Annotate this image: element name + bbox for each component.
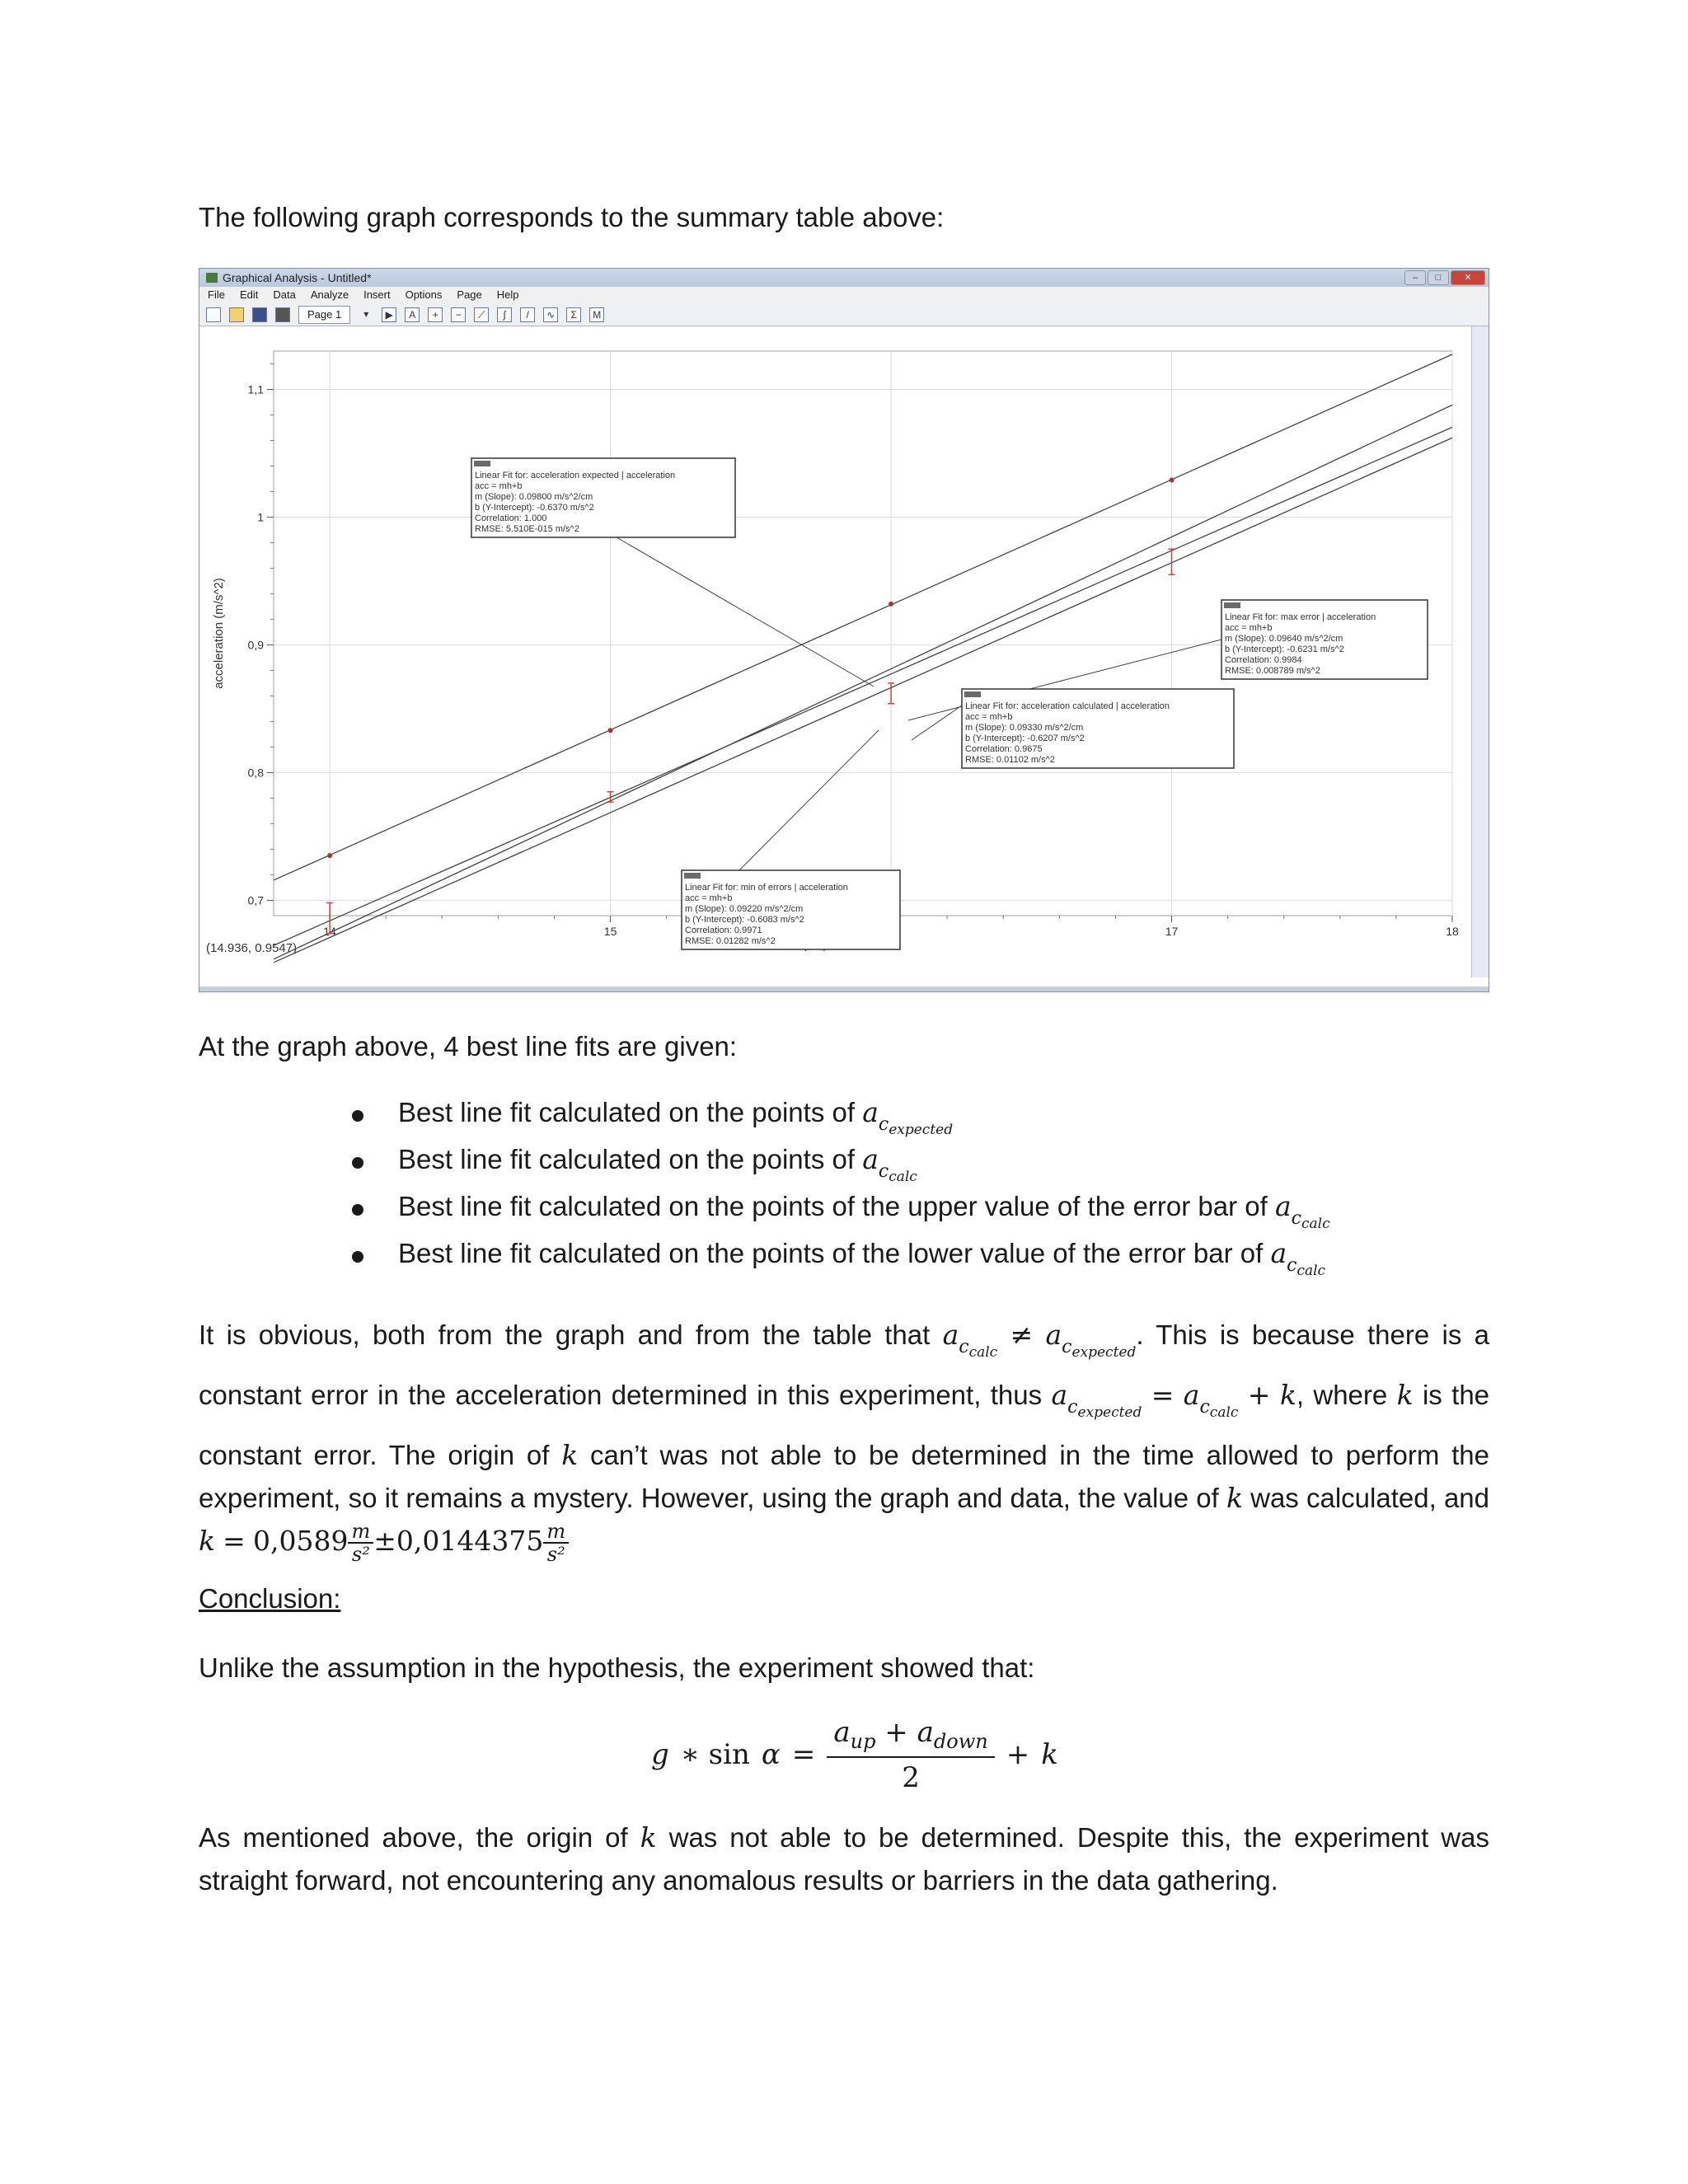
print-icon[interactable]	[275, 307, 290, 322]
curve-fit-icon[interactable]: ∿	[543, 307, 558, 322]
fit-annotation-line: RMSE: 0.01102 m/s^2	[965, 755, 1055, 765]
data-point-expected	[1170, 478, 1175, 483]
zoom-in-icon[interactable]: +	[428, 307, 443, 322]
x-tick-label: 17	[1165, 925, 1179, 938]
k-error: 0,0144375	[396, 1525, 544, 1557]
conclusion-intro: Unlike the assumption in the hypothesis, the experiment showed that:	[199, 1652, 1035, 1683]
toolbar	[199, 303, 1489, 326]
menu-insert[interactable]: Insert	[363, 288, 391, 301]
fit-annotation-line: b (Y-Intercept): -0.6207 m/s^2	[965, 733, 1085, 743]
data-point-expected	[608, 728, 613, 733]
list-item: Best line fit calculated on the points of $a_{c_{calc}}$	[342, 1143, 1330, 1190]
acceleration-chart	[199, 326, 1469, 989]
page-selector[interactable]: Page 1	[298, 306, 350, 324]
conclusion-formula: g ∗ sin α = $\frac{a_{up} + a_{down}}{2}$ + k	[651, 1716, 1058, 1794]
stats-icon[interactable]: Σ	[566, 307, 581, 322]
fit-annotation-line: acc = mh+b	[475, 481, 523, 491]
y-tick-label: 0,9	[247, 638, 264, 652]
unit-fraction: $\frac{m}{\text{s²}}$	[348, 1521, 373, 1565]
tangent-icon[interactable]: ⟋	[474, 307, 489, 322]
window-title: Graphical Analysis - Untitled*	[223, 271, 372, 284]
fit-annotation-line: Linear Fit for: min of errors | acceleration	[685, 883, 848, 893]
fit-annotation-line: Correlation: 0.9971	[685, 926, 762, 935]
intro-text: The following graph corresponds to the summary table above:	[199, 202, 945, 232]
y-tick-label: 0,7	[247, 893, 264, 907]
save-icon[interactable]	[252, 307, 267, 322]
fit-annotation-line: m (Slope): 0.09800 m/s^2/cm	[475, 492, 593, 502]
fit-annotation-line: b (Y-Intercept): -0.6231 m/s^2	[1225, 644, 1344, 654]
data-point-expected	[327, 853, 332, 858]
list-item: Best line fit calculated on the points of $a_{c_{expected}}$	[342, 1096, 1330, 1143]
y-tick-label: 1,1	[247, 382, 264, 396]
fit-box-handle-icon	[684, 873, 701, 879]
right-panel	[1471, 326, 1489, 977]
integral-icon[interactable]: ∫	[497, 307, 512, 322]
menu-page[interactable]: Page	[457, 288, 482, 301]
fit-annotation-line: b (Y-Intercept): -0.6370 m/s^2	[475, 503, 594, 513]
list-item: Best line fit calculated on the points of the upper value of the error bar of $a_{c_{calc}}$	[342, 1190, 1330, 1237]
closing-paragraph: As mentioned above, the origin of k was not able to be determined. Despite this, the experiment was straight forward, not encountering any anomalous results or barriers in the data gathering.	[199, 1821, 1489, 1896]
menu-bar	[199, 287, 1489, 303]
fit-annotation-line: Correlation: 1.000	[475, 513, 547, 523]
analysis-paragraph: It is obvious, both from the graph and from the table that $a_{c_{calc}} \ne a_{c_{expected}}$. This is because there is a constant error in the acceleration determined in this experiment, thus $a_{c_{expected}} = a_{c_{calc}} + k$, where k is the constant error. The origin of k can’t was not able to be determined in the time allowed to perform the experiment, so it remains a mystery. However, using the graph and data, the value of k was calculated, and k = 0,0589 $\frac{m}{\text{s²}}$ ±0,0144375 $\frac{m}{\text{s²}}$	[199, 1319, 1490, 1567]
graph-screenshot	[199, 268, 1489, 992]
fits-list	[342, 1096, 1330, 1284]
fit-annotation-line: Linear Fit for: acceleration expected | acceleration	[475, 471, 676, 480]
fit-annotation-line: Linear Fit for: max error | acceleration	[1225, 612, 1376, 622]
x-tick-label: 14	[323, 925, 336, 938]
fit-annotation-line: RMSE: 0.008789 m/s^2	[1225, 666, 1320, 676]
open-folder-icon[interactable]	[229, 307, 244, 322]
fit-annotation-line: m (Slope): 0.09640 m/s^2/cm	[1225, 634, 1343, 644]
maximize-icon[interactable]: □	[1428, 270, 1449, 285]
menu-analyze[interactable]: Analyze	[310, 288, 349, 301]
menu-data[interactable]: Data	[273, 288, 296, 301]
list-item: Best line fit calculated on the points of the lower value of the error bar of $a_{c_{calc}}$	[342, 1237, 1330, 1284]
model-icon[interactable]: M	[589, 307, 604, 322]
k-value: 0,0589	[253, 1525, 349, 1557]
menu-options[interactable]: Options	[405, 288, 443, 301]
fit-annotation-line: acc = mh+b	[965, 712, 1013, 722]
fits-intro: At the graph above, 4 best line fits are given:	[199, 1031, 738, 1062]
fit-annotation-line: RMSE: 5.510E-015 m/s^2	[475, 524, 579, 534]
minimize-icon[interactable]: –	[1404, 270, 1426, 285]
menu-edit[interactable]: Edit	[239, 288, 259, 301]
fit-annotation-line: m (Slope): 0.09220 m/s^2/cm	[685, 904, 804, 914]
y-tick-label: 1	[257, 510, 264, 524]
fit-annotation-line: Correlation: 0.9984	[1225, 655, 1302, 665]
fit-annotation-line: acc = mh+b	[1225, 623, 1273, 633]
close-icon[interactable]: ✕	[1451, 270, 1485, 285]
window-titlebar	[199, 269, 1489, 287]
fit-box-handle-icon	[474, 461, 490, 466]
y-tick-label: 0,8	[247, 766, 264, 780]
menu-file[interactable]: File	[208, 288, 225, 301]
linear-fit-icon[interactable]: /	[520, 307, 535, 322]
conclusion-heading: Conclusion:	[199, 1583, 341, 1614]
new-file-icon[interactable]	[206, 307, 221, 322]
chevron-down-icon[interactable]: ▾	[363, 307, 369, 320]
fit-annotation-line: m (Slope): 0.09330 m/s^2/cm	[965, 723, 1084, 733]
fit-annotation-line: RMSE: 0.01282 m/s^2	[685, 936, 776, 946]
unit-fraction: $\frac{m}{\text{s²}}$	[543, 1521, 569, 1565]
autoscale-icon[interactable]: A	[405, 307, 420, 322]
fit-box-handle-icon	[964, 691, 981, 697]
fit-annotation-line: Correlation: 0.9675	[965, 744, 1043, 754]
page-nav-icon[interactable]: ▶	[382, 307, 396, 322]
fit-box-handle-icon	[1224, 602, 1240, 608]
fit-annotation-line: acc = mh+b	[685, 893, 733, 903]
fit-annotation-line: b (Y-Intercept): -0.6083 m/s^2	[685, 915, 804, 925]
zoom-out-icon[interactable]: −	[451, 307, 466, 322]
coordinate-readout: (14.936, 0.9547)	[206, 941, 298, 955]
fit-annotation-line: Linear Fit for: acceleration calculated | acceleration	[965, 701, 1170, 711]
x-tick-label: 18	[1446, 925, 1459, 938]
status-line	[199, 987, 1489, 991]
menu-help[interactable]: Help	[496, 288, 519, 301]
y-axis-label: acceleration (m/s^2)	[212, 578, 226, 689]
app-icon	[206, 273, 218, 283]
x-tick-label: 15	[603, 925, 617, 938]
data-point-expected	[889, 602, 893, 607]
